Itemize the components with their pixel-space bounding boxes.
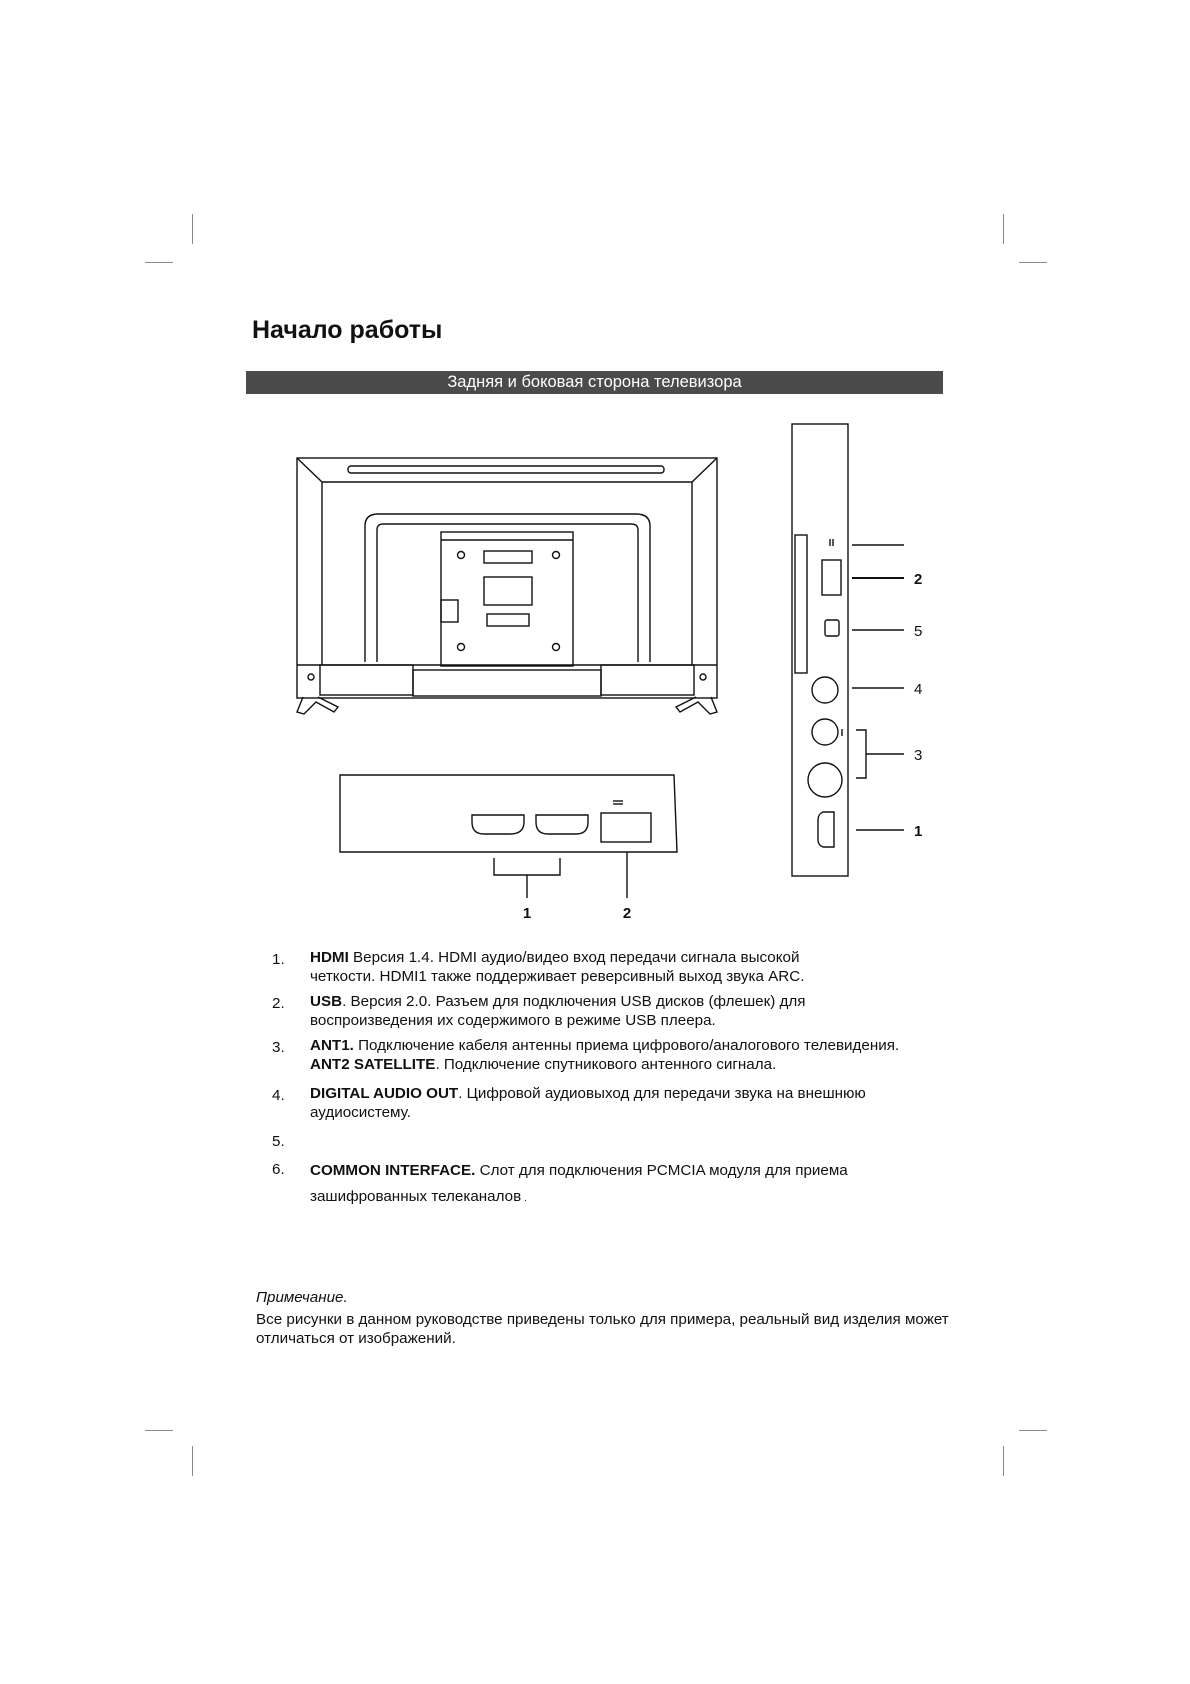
crop-mark <box>1003 1446 1004 1476</box>
crop-mark <box>192 1446 193 1476</box>
callout-label: 2 <box>622 905 632 922</box>
optical-port-icon <box>825 620 839 636</box>
note-text: Все рисунки в данном руководстве приведены только для примера, реальный вид изделия может отличаться от изображений. <box>256 1311 949 1347</box>
list-item-text: воспроизведения их содержимого в режиме USB плеера. <box>310 1012 716 1029</box>
callout-label: 3 <box>914 747 923 764</box>
list-item-text: Слот для подключения PCMCIA модуля для приема <box>475 1162 848 1179</box>
usb-port-icon <box>601 813 651 842</box>
list-item-text: Версия 1.4. HDMI аудио/видео вход передачи сигнала высокой <box>348 949 800 966</box>
satellite-port-icon <box>808 763 842 797</box>
list-item-text: . Цифровой аудиовыход для передачи звука на внешнюю <box>458 1085 866 1102</box>
bottom-connector-panel <box>340 775 677 922</box>
list-item-text: четкости. HDMI1 также поддерживает реверсивный выход звука ARC. <box>310 968 805 985</box>
list-item-term: USB <box>310 993 343 1010</box>
list-item-text: Подключение кабеля антенны приема цифрового/аналогового телевидения. <box>353 1037 900 1054</box>
list-item-number: 3. <box>272 1039 285 1056</box>
callout-label: 5 <box>914 623 923 640</box>
list-item-number: 4. <box>272 1087 285 1104</box>
antenna-port-icon <box>812 719 838 745</box>
list-item-term: DIGITAL AUDIO OUT <box>310 1085 459 1102</box>
list-item-text: . Версия 2.0. Разъем для подключения USB дисков (флешек) для <box>342 993 806 1010</box>
hdmi-port-icon <box>472 815 524 834</box>
list-item-text: . Подключение спутникового антенного сигнала. <box>435 1056 777 1073</box>
list-item-number: 2. <box>272 995 285 1012</box>
crop-mark <box>145 1430 173 1431</box>
list-item-number: 5. <box>272 1133 285 1150</box>
note-title: Примечание. <box>256 1289 348 1306</box>
callout-label: 1 <box>914 823 923 840</box>
crop-mark <box>1019 1430 1047 1431</box>
page-title: Начало работы <box>252 316 443 344</box>
usb-port-icon <box>822 560 841 595</box>
callout-label: 2 <box>914 571 923 588</box>
hdmi-port-icon <box>536 815 588 834</box>
list-item-term: ANT2 SATELLITE <box>310 1056 436 1073</box>
callout-label: 4 <box>914 681 923 698</box>
list-item-term: COMMON INTERFACE. <box>310 1162 476 1179</box>
list-item-term: HDMI <box>310 949 349 966</box>
list-item-term: ANT1. <box>310 1037 354 1054</box>
hdmi-port-icon <box>818 812 834 847</box>
list-item-text: аудиосистему. <box>310 1104 411 1121</box>
list-item-number: 1. <box>272 951 285 968</box>
list-item-number: 6. <box>272 1161 285 1178</box>
coax-port-icon <box>812 677 838 703</box>
section-banner: Задняя и боковая сторона телевизора <box>246 371 943 394</box>
callout-label: 1 <box>522 905 532 922</box>
ci-slot-icon <box>795 535 807 673</box>
side-connector-panel <box>792 424 922 876</box>
tv-rear-view <box>297 458 717 714</box>
list-item-text: зашифрованных телеканалов <box>310 1188 522 1205</box>
